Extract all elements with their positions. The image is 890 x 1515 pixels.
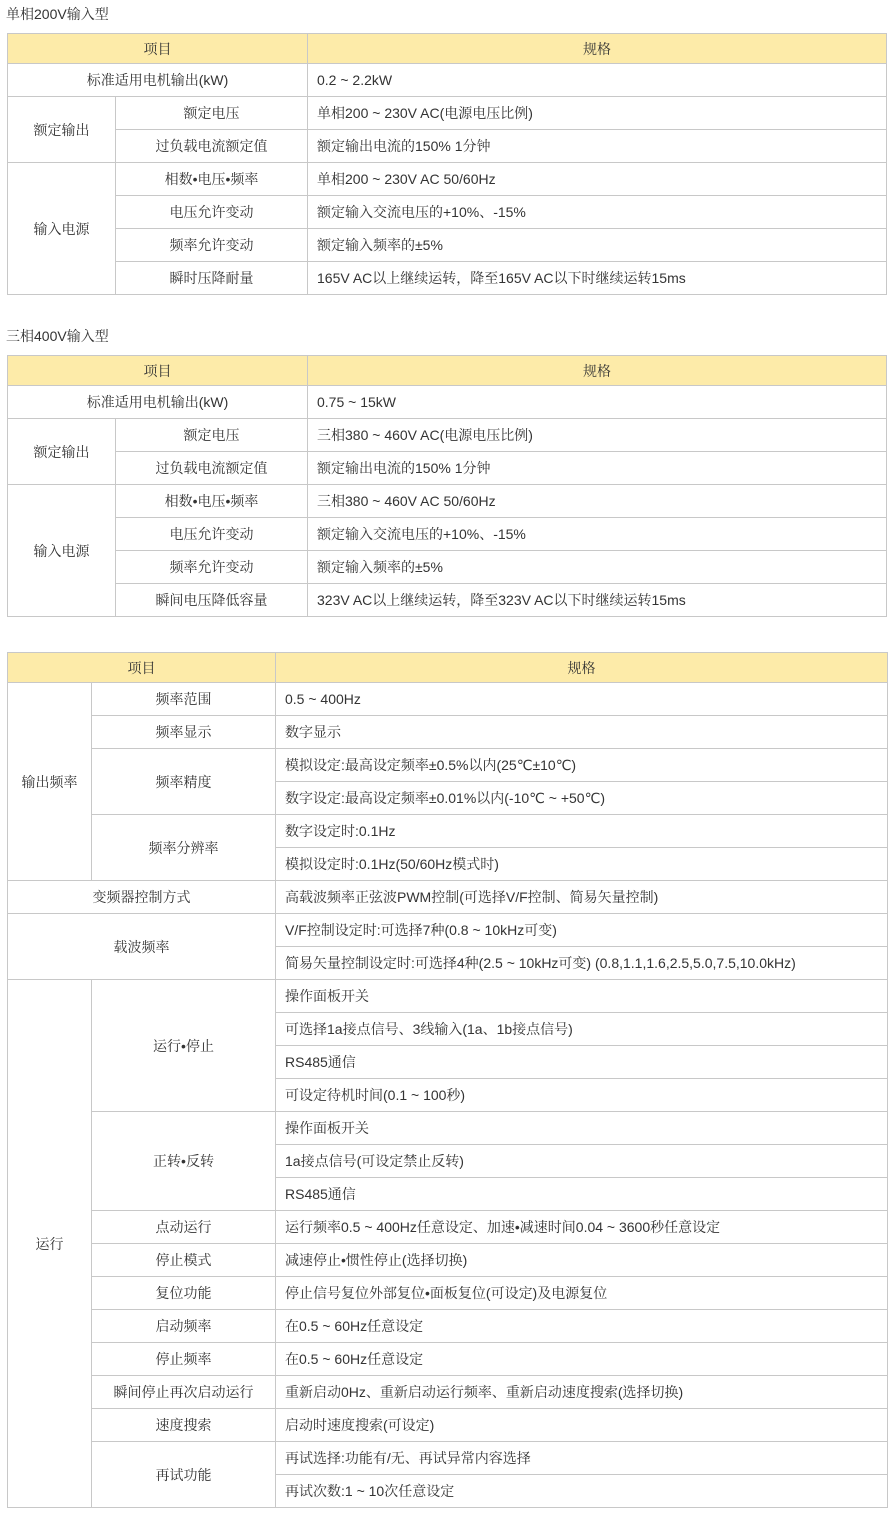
- table-row: [8, 1310, 888, 1343]
- row-label: 额定电压: [116, 419, 308, 452]
- row-label: 额定电压: [116, 97, 308, 130]
- table-row: [8, 1112, 888, 1145]
- table-row: [8, 1343, 888, 1376]
- row-label: 速度搜索: [92, 1409, 276, 1442]
- row-value: 三相380 ~ 460V AC(电源电压比例): [308, 419, 887, 452]
- row-value: 额定输入交流电压的+10%、-15%: [308, 518, 887, 551]
- row-label: 频率分辨率: [92, 815, 276, 881]
- table-row: [8, 163, 887, 196]
- row-label: 标准适用电机输出(kW): [8, 386, 308, 419]
- header-item: 项目: [8, 356, 308, 386]
- table-row: [8, 97, 887, 130]
- row-value: 323V AC以上继续运转，降至323V AC以下时继续运转15ms: [308, 584, 887, 617]
- row-label: 相数•电压•频率: [116, 163, 308, 196]
- row-value: 额定输出电流的150% 1分钟: [308, 130, 887, 163]
- row-label: 变频器控制方式: [8, 881, 276, 914]
- row-value: 再试次数:1 ~ 10次任意设定: [276, 1475, 888, 1508]
- row-label: 停止频率: [92, 1343, 276, 1376]
- section1-title: 单相200V输入型: [6, 6, 109, 22]
- spec-table-three-phase-400v: [7, 355, 887, 617]
- table-row: [8, 229, 887, 262]
- section2-title: 三相400V输入型: [6, 328, 109, 344]
- table-row: [8, 914, 888, 947]
- table-row: [8, 683, 888, 716]
- row-value: 额定输入频率的±5%: [308, 551, 887, 584]
- row-value: 数字显示: [276, 716, 888, 749]
- row-value: V/F控制设定时:可选择7种(0.8 ~ 10kHz可变): [276, 914, 888, 947]
- table-row: [8, 1211, 888, 1244]
- table-row: [8, 584, 887, 617]
- table-row: [8, 452, 887, 485]
- row-value: 三相380 ~ 460V AC 50/60Hz: [308, 485, 887, 518]
- row-label: 正转•反转: [92, 1112, 276, 1211]
- row-value: 操作面板开关: [276, 980, 888, 1013]
- table-row: [8, 980, 888, 1013]
- table-row: [8, 551, 887, 584]
- table-row: [8, 1244, 888, 1277]
- table-row: [8, 485, 887, 518]
- spec-table-single-phase-200v: [7, 33, 887, 295]
- group-label: 额定输出: [8, 419, 116, 485]
- row-value: RS485通信: [276, 1178, 888, 1211]
- row-label: 相数•电压•频率: [116, 485, 308, 518]
- row-label: 运行•停止: [92, 980, 276, 1112]
- row-value: 单相200 ~ 230V AC(电源电压比例): [308, 97, 887, 130]
- row-value: 165V AC以上继续运转，降至165V AC以下时继续运转15ms: [308, 262, 887, 295]
- group-label: 输入电源: [8, 485, 116, 617]
- table-row: [8, 64, 887, 97]
- row-value: 操作面板开关: [276, 1112, 888, 1145]
- header-spec: 规格: [308, 356, 887, 386]
- row-label: 载波频率: [8, 914, 276, 980]
- row-label: 频率允许变动: [116, 229, 308, 262]
- row-value: 停止信号复位外部复位•面板复位(可设定)及电源复位: [276, 1277, 888, 1310]
- row-label: 启动频率: [92, 1310, 276, 1343]
- header-spec: 规格: [308, 34, 887, 64]
- row-value: 再试选择:功能有/无、再试异常内容选择: [276, 1442, 888, 1475]
- spec-table-general: [7, 652, 888, 1508]
- row-label: 瞬间停止再次启动运行: [92, 1376, 276, 1409]
- group-label: 输入电源: [8, 163, 116, 295]
- table-row: [8, 1442, 888, 1475]
- table-header-row: [8, 356, 887, 386]
- table-row: [8, 518, 887, 551]
- row-value: 0.5 ~ 400Hz: [276, 683, 888, 716]
- row-label: 瞬时压降耐量: [116, 262, 308, 295]
- row-value: 简易矢量控制设定时:可选择4种(2.5 ~ 10kHz可变) (0.8,1.1,1.6,2.5,5.0,7.5,10.0kHz): [276, 947, 888, 980]
- row-value: 运行频率0.5 ~ 400Hz任意设定、加速•减速时间0.04 ~ 3600秒任意设定: [276, 1211, 888, 1244]
- table-row: [8, 716, 888, 749]
- header-item: 项目: [8, 653, 276, 683]
- table-row: [8, 130, 887, 163]
- row-value: 数字设定:最高设定频率±0.01%以内(-10℃ ~ +50℃): [276, 782, 888, 815]
- row-value: 0.75 ~ 15kW: [308, 386, 887, 419]
- row-label: 电压允许变动: [116, 518, 308, 551]
- row-value: 在0.5 ~ 60Hz任意设定: [276, 1343, 888, 1376]
- row-value: 在0.5 ~ 60Hz任意设定: [276, 1310, 888, 1343]
- header-item: 项目: [8, 34, 308, 64]
- row-label: 瞬间电压降低容量: [116, 584, 308, 617]
- row-value: 单相200 ~ 230V AC 50/60Hz: [308, 163, 887, 196]
- row-value: 重新启动0Hz、重新启动运行频率、重新启动速度搜索(选择切换): [276, 1376, 888, 1409]
- row-label: 复位功能: [92, 1277, 276, 1310]
- header-spec: 规格: [276, 653, 888, 683]
- row-value: 模拟设定:最高设定频率±0.5%以内(25℃±10℃): [276, 749, 888, 782]
- row-value: 可选择1a接点信号、3线输入(1a、1b接点信号): [276, 1013, 888, 1046]
- group-label: 额定输出: [8, 97, 116, 163]
- row-value: 高载波频率正弦波PWM控制(可选择V/F控制、简易矢量控制): [276, 881, 888, 914]
- row-value: 额定输入频率的±5%: [308, 229, 887, 262]
- table-header-row: [8, 653, 888, 683]
- row-value: 数字设定时:0.1Hz: [276, 815, 888, 848]
- row-label: 标准适用电机输出(kW): [8, 64, 308, 97]
- row-label: 频率范围: [92, 683, 276, 716]
- table-row: [8, 1409, 888, 1442]
- table-row: [8, 262, 887, 295]
- row-value: 启动时速度搜索(可设定): [276, 1409, 888, 1442]
- row-value: 额定输出电流的150% 1分钟: [308, 452, 887, 485]
- row-value: 1a接点信号(可设定禁止反转): [276, 1145, 888, 1178]
- table-row: [8, 419, 887, 452]
- row-value: 模拟设定时:0.1Hz(50/60Hz模式时): [276, 848, 888, 881]
- row-label: 电压允许变动: [116, 196, 308, 229]
- table-row: [8, 196, 887, 229]
- table-row: [8, 1376, 888, 1409]
- row-value: 额定输入交流电压的+10%、-15%: [308, 196, 887, 229]
- row-label: 频率精度: [92, 749, 276, 815]
- row-value: 可设定待机时间(0.1 ~ 100秒): [276, 1079, 888, 1112]
- row-label: 过负载电流额定值: [116, 130, 308, 163]
- table-row: [8, 749, 888, 782]
- row-label: 停止模式: [92, 1244, 276, 1277]
- row-label: 频率允许变动: [116, 551, 308, 584]
- row-label: 过负载电流额定值: [116, 452, 308, 485]
- table-header-row: [8, 34, 887, 64]
- table-row: [8, 1277, 888, 1310]
- row-label: 点动运行: [92, 1211, 276, 1244]
- row-value: RS485通信: [276, 1046, 888, 1079]
- group-label: 输出频率: [8, 683, 92, 881]
- table-row: [8, 815, 888, 848]
- table-row: [8, 386, 887, 419]
- row-value: 0.2 ~ 2.2kW: [308, 64, 887, 97]
- row-value: 减速停止•惯性停止(选择切换): [276, 1244, 888, 1277]
- row-label: 再试功能: [92, 1442, 276, 1508]
- row-label: 频率显示: [92, 716, 276, 749]
- group-label: 运行: [8, 980, 92, 1508]
- table-row: [8, 881, 888, 914]
